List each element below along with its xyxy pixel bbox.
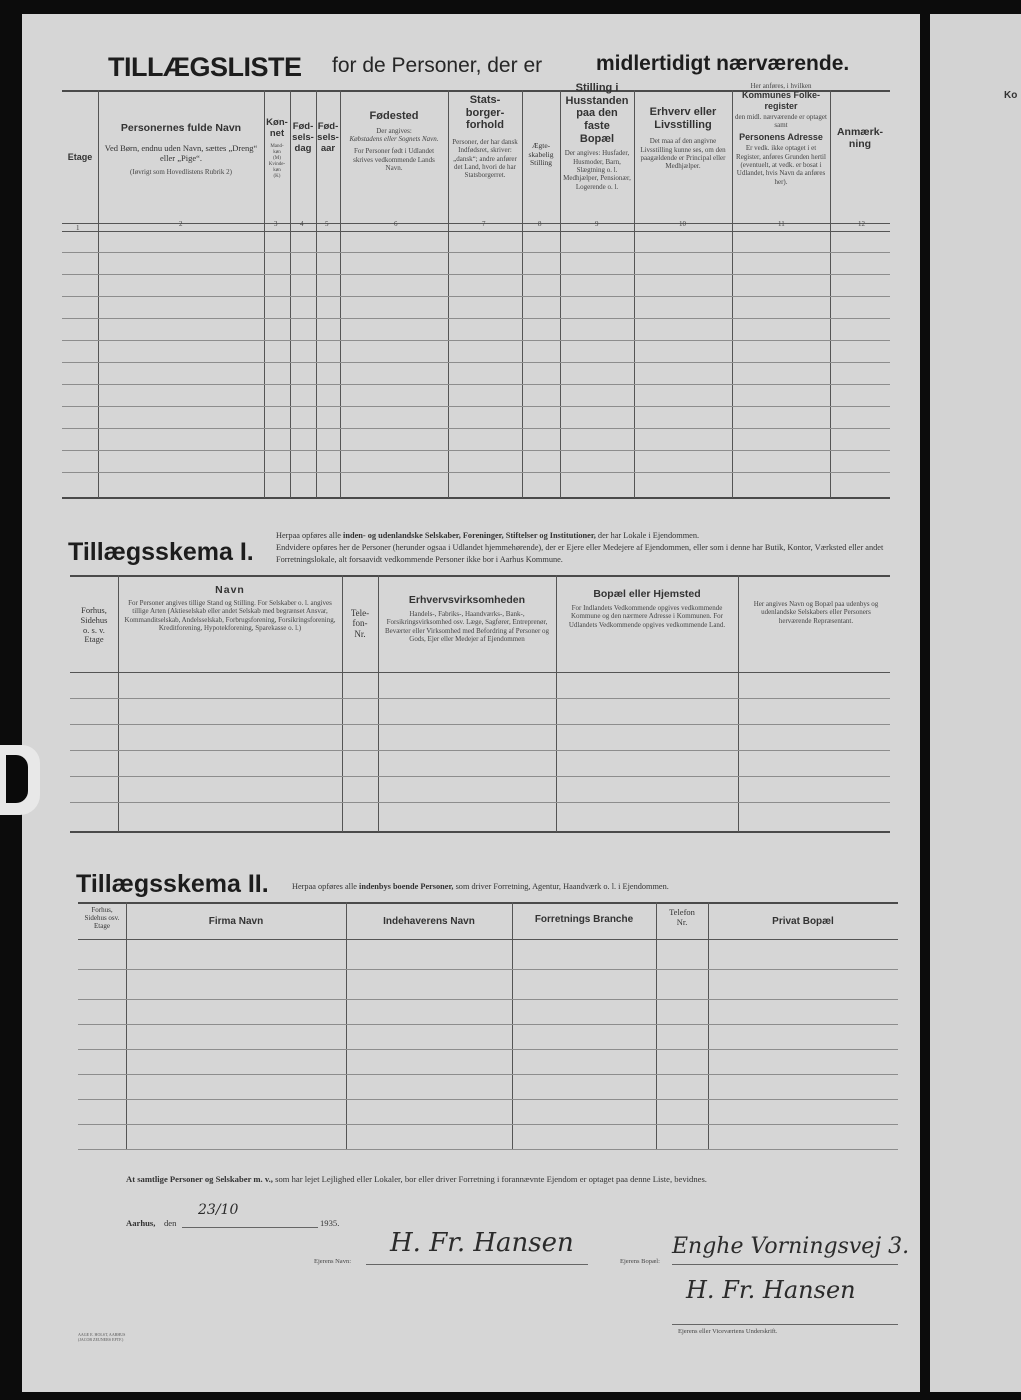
skema1-col-etage: Forhus, Sidehus o. s. v. Etage <box>80 605 108 645</box>
owner-name-signature: H. Fr. Hansen <box>390 1228 574 1258</box>
col-erhverv: Erhverv eller Livsstilling Det maa af den angivne Livsstilling kunne ses, om den paagældende er Principal eller Medhjælper. <box>640 106 726 171</box>
skema1-col-repraesentant: Her angives Navn og Bopæl paa udenbys og udenlandske Selskabers eller Personers herværende Repræsentant. <box>753 600 879 625</box>
col-navn: Personernes fulde Navn Ved Børn, endnu uden Navn, sættes „Dreng“ eller „Pige“. (Iøvrigt som Hovedlistens Rubrik 2) <box>104 122 258 176</box>
skema2-col-branche: Forretnings Branche <box>534 914 634 925</box>
printer-imprint: AAGE E. HOLST, AARHUS (JACOB ZEUNERS EFTF.) <box>78 1332 126 1343</box>
year-label: 1935. <box>320 1218 340 1228</box>
owner-address-label: Ejerens Bopæl: <box>620 1258 660 1265</box>
owner-name-label: Ejerens Navn: <box>314 1258 352 1265</box>
adjacent-page <box>930 14 1021 1392</box>
skema1-col-navn: Navn For Personer angives tillige Stand og Stilling. For Selskaber o. l. angives tillige Arten (Aktieselskab eller andet Selskab med begrænset Ansvar, Kommanditselskab, Andelsselskab, Forbrugsforening, Forsikringsforening, Kreditforening, Hypotekforening, Sparekasse o. l.) <box>124 584 336 633</box>
skema2-col-indehaver: Indehaverens Navn <box>383 916 475 927</box>
adjacent-page-fragment: Ko <box>1004 90 1018 101</box>
col-fodselsdag: Fød- sels- dag <box>292 121 314 154</box>
owner-address-handwritten: Enghe Vorningsvej 3. <box>672 1234 910 1259</box>
title-rest: for de Personer, der er <box>332 54 543 77</box>
skema1-title: Tillægsskema I. <box>68 538 254 566</box>
skema1-description: Herpaa opføres alle inden- og udenlandske Selskaber, Foreninger, Stiftelser og Institutioner, der har Lokale i Ejendommen. Endvidere opføres her de Personer (herunder ogsaa i Udlandet hjemmehørende), der er Ejere eller Medejere af Ejendommen, eller som i denne har Butik, Kontor, Værksted eller andet Forretningslokale, alt forsaavidt vedkommende Personer ikke bor i Aarhus Kommune. <box>276 531 884 564</box>
skema2-col-bopael: Privat Bopæl <box>772 916 834 927</box>
handwritten-date: 23/10 <box>198 1202 239 1218</box>
col-anmaerkning: Anmærk- ning <box>836 126 884 151</box>
col-fodested: Fødested Der angives: Købstadens eller Sognets Navn. For Personer født i Udlandet skrives vedkommende Lands Navn. <box>349 110 439 173</box>
form-page: TILLÆGSLISTE for de Personer, der er midlertidigt nærværende. Etage Personernes fulde Navn Ved Børn, endnu uden Navn, sættes „Dreng“ eller „Pige“. (Iøvrigt som Hovedlistens Rubrik 2) Køn- net Mand- køn (M) Kvinde- køn (K) Fød- sels- dag Fød- sels- aar Fødested Der angives: Købstadens eller Sognets Navn. For Personer født i Udlandet skrives vedkommende Lands Navn. Stats- borger- forhold Personer, der har dansk Indfødsret, skriver: „dansk“; andre anfører det Land, hvori de har Statsborgerret. Ægte- skabelig Stilling Stilling i Husstanden paa den faste Bopæl Der angives: Husfader, Husmoder, Barn, Slægtning o. l. Medhjælper, Pensionær, Logerende o. l. Erhverv eller Livsstilling Det maa af den angivne Livsstilling kunne ses, om den paagældende er Principal eller Medhjælper. Her anføres, i hvilken Kommunes Folke- register den midl. nærværende er optaget samt Personens Adresse Er vedk. ikke optaget i et Register, anføres Grunden hertil (eventuelt, at vedk. er bosat i Udlandet, hvis Navn da anføres her). Anmærk- ning 1 2 3 4 5 6 7 8 9 10 11 12 Tillægsskema I. Herpaa opføres alle inden- og udenlandske Selskaber, Foreninger, Stiftelser og Institutioner, der har Lokale i Ejendommen. Endvidere opføres her de Personer (herunder ogsaa i Udlandet hjemmehørende), der er Ejere eller Medejere af Ejendommen, eller som i denne har Butik, Kontor, Værksted eller andet Forretningslokale, alt forsaavidt vedkommende Personer ikke bor i Aarhus Kommune. Forhus, Sidehus o. s. v. Etage Navn For Personer angives tillige Stand og Stilling. For Selskaber o. l. angives tillige Arten (Aktieselskab eller andet Selskab med begrænset Ansvar, Kommanditselskab, Andelsselskab, Forbrugsforening, Forsikringsforening, Kreditforening, Hypotekforening, Sparekasse o. l.) Tele- fon- Nr. Erhvervsvirksomheden Handels-, Fabriks-, Haandværks-, Bank-, Forsikringsvirksomhed osv. Læge, Sagfører, Entreprenør, Beværter eller Virksomhed med Befordring af Personer og Gods, Ejer eller Medejer af Ejendommen Bopæl eller Hjemsted For Indlandets Vedkommende opgives vedkommende Kommune og den nærmere Adresse i Kommunen. For Udlandets Vedkommende opgives vedkommende Land. Her angives Navn og Bopæl paa udenbys og udenlandske Selskabers eller Personers herværende Repræsentant. Tillægsskema II. Herpaa opføres alle indenbys boende Personer, som driver Forretning, Agentur, Haandværk o. l. i Ejendommen. Forhus, Sidehus osv. Etage Firma Navn Indehaverens Navn Forretnings Branche Telefon Nr. Privat Bopæl At samtlige Personer og Selskaber m. v., som har lejet Lejlighed eller Lokaler, bor eller driver Forretning i forannævnte Ejendom er optaget paa denne Liste, bevidnes. Aarhus, den 23/10 1935. Ejerens Navn: H. Fr. Hansen Ejerens Bopæl: Enghe Vorningsvej 3. H. Fr. Hansen Ejerens eller Viceværtens Underskrift. AAGE E. HOLST, AARHUS (JACOB ZEUNERS EFTF.) <box>22 14 920 1392</box>
skema1-col-bopael: Bopæl eller Hjemsted For Indlandets Vedkommende opgives vedkommende Kommune og den nærmere Adresse i Kommunen. For Udlandets Vedkommende opgives vedkommende Land. <box>568 588 726 629</box>
den-label: den <box>164 1218 177 1228</box>
skema2-col-firma: Firma Navn <box>208 916 264 927</box>
main-title: TILLÆGSLISTE <box>108 52 302 82</box>
city-label: Aarhus, <box>126 1218 156 1228</box>
skema2-description: Herpaa opføres alle indenbys boende Personer, som driver Forretning, Agentur, Haandværk o. l. i Ejendommen. <box>292 882 669 891</box>
title-rest-bold: midlertidigt nærværende. <box>596 52 850 75</box>
col-kon: Køn- net Mand- køn (M) Kvinde- køn (K) <box>266 117 288 179</box>
skema2-title: Tillægsskema II. <box>76 870 269 898</box>
col-folkeregister: Her anføres, i hvilken Kommunes Folke- register den midl. nærværende er optaget samt Personens Adresse Er vedk. ikke optaget i et Register, anføres Grunden hertil (eventuelt, at vedk. er bosat i Udlandet, hvis Navn da anføres her). <box>735 82 827 186</box>
skema2-col-telefon: Telefon Nr. <box>669 907 695 927</box>
col-aegteskab: Ægte- skabelig Stilling <box>528 141 554 168</box>
owner-signature: H. Fr. Hansen <box>686 1276 856 1304</box>
col-statsborger: Stats- borger- forhold Personer, der har dansk Indfødsret, skriver: „dansk“; andre anfører det Land, hvori de har Statsborgerret. <box>452 94 518 180</box>
col-fodselsaar: Fød- sels- aar <box>317 121 339 154</box>
skema1-col-erhverv: Erhvervsvirksomheden Handels-, Fabriks-, Haandværks-, Bank-, Forsikringsvirksomhed osv. Læge, Sagfører, Entreprenør, Beværter eller Virksomhed med Befordring af Personer og Gods, Ejer eller Medejer af Ejendommen <box>384 594 550 644</box>
skema2-col-etage: Forhus, Sidehus osv. Etage <box>84 906 120 931</box>
col-etage: Etage <box>67 152 93 162</box>
attestation-text: At samtlige Personer og Selskaber m. v., som har lejet Lejlighed eller Lokaler, bor eller driver Forretning i forannævnte Ejendom er optaget paa denne Liste, bevidnes. <box>126 1174 707 1184</box>
binder-clip <box>0 745 40 815</box>
signature-label: Ejerens eller Viceværtens Underskrift. <box>678 1328 778 1335</box>
col-stilling: Stilling i Husstanden paa den faste Bopæl Der angives: Husfader, Husmoder, Barn, Slægtning o. l. Medhjælper, Pensionær, Logerende o. l. <box>563 82 631 191</box>
skema1-col-telefon: Tele- fon- Nr. <box>350 608 370 639</box>
